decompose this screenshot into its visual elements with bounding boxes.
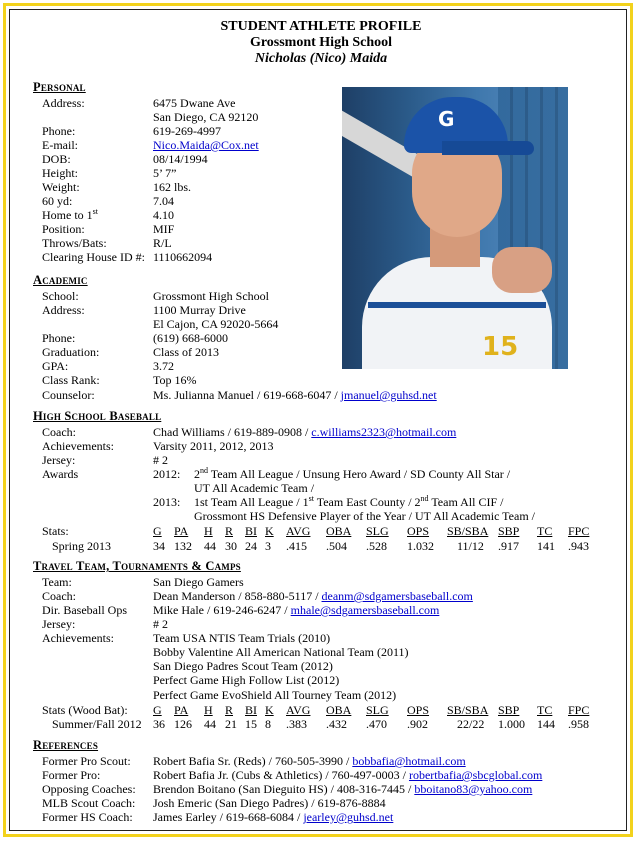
coach-email-link[interactable]: c.williams2323@hotmail.com [311, 425, 457, 439]
label: Address: [42, 96, 85, 110]
stat-value: .415 [286, 539, 307, 553]
section-personal: Personal [33, 80, 86, 94]
stat-header: G [153, 703, 162, 717]
stat-value: .383 [286, 717, 307, 731]
label: Team: [42, 575, 72, 589]
coach-text: Dean Manderson / 858-880-5117 / [153, 589, 322, 603]
label: E-mail: [42, 138, 78, 152]
award-year: 2012: [153, 467, 181, 481]
label: Phone: [42, 331, 76, 345]
label: Coach: [42, 425, 76, 439]
value [153, 782, 532, 796]
stat-header: R [225, 703, 234, 717]
photo-jersey-number: 15 [482, 332, 519, 362]
achievement-item: Team USA NTIS Team Trials (2010) [153, 631, 331, 645]
stat-value: 44 [204, 717, 216, 731]
award-text [194, 495, 503, 509]
value [153, 754, 466, 768]
value: 162 lbs. [153, 180, 192, 194]
value: El Cajon, CA 92020-5664 [153, 317, 279, 331]
label: Class Rank: [42, 373, 100, 387]
award-rest: Team All League / Unsung Hero Award / SD County All Star / [208, 467, 511, 481]
label: Former Pro: [42, 768, 101, 782]
stat-header: BI [245, 703, 257, 717]
counselor-email-link[interactable]: jmanuel@guhsd.net [340, 388, 437, 402]
stat-header: PA [174, 524, 189, 538]
photo-cap-logo: G [438, 107, 455, 131]
stat-header: TC [537, 524, 553, 538]
stat-header: OPS [407, 703, 430, 717]
value [153, 388, 437, 402]
award-part: 1st Team All League / 1 [194, 495, 309, 509]
stat-header: K [265, 703, 274, 717]
label: Jersey: [42, 453, 76, 467]
value: 4.10 [153, 208, 174, 222]
stat-value: 34 [153, 539, 165, 553]
label: Weight: [42, 180, 80, 194]
label: Height: [42, 166, 78, 180]
achievement-item: Perfect Game High Follow List (2012) [153, 673, 340, 687]
stat-value: 15 [245, 717, 257, 731]
label: Jersey: [42, 617, 76, 631]
stat-value: 126 [174, 717, 192, 731]
value: # 2 [153, 617, 168, 631]
award-part: Team East County / 2 [313, 495, 421, 509]
award-text [194, 467, 510, 481]
value: R/L [153, 236, 172, 250]
stat-row-label: Spring 2013 [52, 539, 112, 553]
section-travel: Travel Team, Tournaments & Camps [33, 559, 241, 573]
label: Stats (Wood Bat): [42, 703, 128, 717]
email-link[interactable]: Nico.Maida@Cox.net [153, 138, 259, 152]
reference-email-link[interactable]: bboitano83@yahoo.com [414, 782, 533, 796]
award-text: Grossmont HS Defensive Player of the Year / UT All Academic Team / [194, 509, 535, 523]
label: Phone: [42, 124, 76, 138]
coach-text: Chad Williams / 619-889-0908 / [153, 425, 312, 439]
stat-value: 44 [204, 539, 216, 553]
stat-value: 11/12 [457, 539, 484, 553]
dir-text: Mike Hale / 619-246-6247 / [153, 603, 291, 617]
value: 1100 Murray Drive [153, 303, 246, 317]
stat-header: SB/SBA [447, 524, 489, 538]
stat-value: 22/22 [457, 717, 485, 731]
stat-header: OBA [326, 703, 352, 717]
photo-cap-brim [442, 141, 534, 155]
photo-jersey-stripe [368, 302, 546, 308]
reference-text: Robert Bafia Sr. (Reds) / 760-505-3990 / [153, 754, 353, 768]
label: Opposing Coaches: [42, 782, 136, 796]
value [153, 603, 439, 617]
stat-header: AVG [286, 703, 311, 717]
stat-value: .958 [568, 717, 589, 731]
stat-value: 30 [225, 539, 237, 553]
stat-row-label: Summer/Fall 2012 [52, 717, 142, 731]
achievement-item: San Diego Padres Scout Team (2012) [153, 659, 333, 673]
label: GPA: [42, 359, 69, 373]
reference-email-link[interactable]: robertbafia@sbcglobal.com [408, 768, 543, 782]
stat-header: G [153, 524, 162, 538]
value: 08/14/1994 [153, 152, 208, 166]
stat-value: 3 [265, 539, 271, 553]
value: Class of 2013 [153, 345, 219, 359]
stat-header: SBP [498, 524, 520, 538]
stat-header: SB/SBA [447, 703, 489, 717]
label: DOB: [42, 152, 71, 166]
award-sup: st [308, 494, 314, 503]
stat-value: 144 [537, 717, 555, 731]
stat-value: 21 [225, 717, 237, 731]
value [153, 796, 386, 810]
stat-value: 1.032 [407, 539, 434, 553]
stat-header: FPC [568, 703, 590, 717]
reference-text: Robert Bafia Jr. (Cubs & Athletics) / 760-497-0003 / [153, 768, 409, 782]
reference-email-link[interactable]: jearley@guhsd.net [303, 810, 394, 824]
label: Throws/Bats: [42, 236, 107, 250]
reference-email-link[interactable]: bobbafia@hotmail.com [352, 754, 466, 768]
section-hs-baseball: High School Baseball [33, 409, 162, 423]
stat-header: OPS [407, 524, 430, 538]
athlete-photo [342, 87, 568, 369]
label: Former HS Coach: [42, 810, 133, 824]
award-num: 2 [194, 467, 200, 481]
stat-header: PA [174, 703, 189, 717]
stat-value: .943 [568, 539, 589, 553]
reference-text: Josh Emeric (San Diego Padres) / 619-876-8884 [153, 796, 386, 810]
value [153, 768, 542, 782]
stat-value: .902 [407, 717, 428, 731]
award-sup: nd [200, 466, 208, 475]
stat-header: R [225, 524, 234, 538]
stat-header: TC [537, 703, 553, 717]
label: 60 yd: [42, 194, 73, 208]
award-part: Team All CIF / [428, 495, 504, 509]
label: Dir. Baseball Ops [42, 603, 127, 617]
stat-value: .917 [498, 539, 519, 553]
value: 619-269-4997 [153, 124, 221, 138]
stat-value: .504 [326, 539, 347, 553]
stat-header: SLG [366, 524, 389, 538]
athlete-name: Nicholas (Nico) Maida [254, 51, 388, 66]
counselor-text: Ms. Julianna Manuel / 619-668-6047 / [153, 388, 341, 402]
achievement-item: Bobby Valentine All American National Team (2011) [153, 645, 409, 659]
award-sup: nd [420, 494, 429, 503]
label: Former Pro Scout: [42, 754, 131, 768]
stat-header: AVG [286, 524, 311, 538]
value [153, 425, 456, 439]
label-sup: st [92, 207, 99, 216]
section-references: References [33, 738, 99, 752]
value: San Diego, CA 92120 [153, 110, 259, 124]
stat-header: K [265, 524, 274, 538]
label [42, 208, 98, 222]
stat-header: BI [245, 524, 257, 538]
section-academic: Academic [33, 273, 88, 287]
label: Graduation: [42, 345, 100, 359]
value: # 2 [153, 453, 168, 467]
label: Coach: [42, 589, 76, 603]
stat-header: FPC [568, 524, 590, 538]
value [153, 589, 473, 603]
value: Varsity 2011, 2012, 2013 [153, 439, 274, 453]
value: Grossmont High School [153, 289, 270, 303]
value: Top 16% [153, 373, 197, 387]
stat-header: OBA [326, 524, 352, 538]
stat-value: 24 [245, 539, 257, 553]
stat-header: SLG [366, 703, 389, 717]
label: MLB Scout Coach: [42, 796, 136, 810]
label: Stats: [42, 524, 69, 538]
stat-header: SBP [498, 703, 520, 717]
value: 5’ 7” [153, 166, 177, 180]
value: San Diego Gamers [153, 575, 244, 589]
dir-email-link[interactable]: mhale@sdgamersbaseball.com [290, 603, 440, 617]
profile-title: STUDENT ATHLETE PROFILE [220, 19, 422, 34]
photo-hands [492, 247, 552, 293]
award-year: 2013: [153, 495, 181, 509]
achievement-item: Perfect Game EvoShield All Tourney Team (2012) [153, 688, 397, 702]
stat-value: 132 [174, 539, 192, 553]
value: 3.72 [153, 359, 174, 373]
award-text: UT All Academic Team / [194, 481, 315, 495]
stat-value: .528 [366, 539, 387, 553]
label: Address: [42, 303, 85, 317]
label: Counselor: [42, 388, 95, 402]
reference-text: Brendon Boitano (San Dieguito HS) / 408-316-7445 / [153, 782, 415, 796]
stat-value: 1.000 [498, 717, 525, 731]
label: Position: [42, 222, 85, 236]
stat-value: .470 [366, 717, 387, 731]
school-name: Grossmont High School [249, 35, 393, 50]
value: 7.04 [153, 194, 174, 208]
value: MIF [153, 222, 175, 236]
stat-value: 141 [537, 539, 555, 553]
label: Awards [42, 467, 79, 481]
value [153, 810, 393, 824]
coach-email-link[interactable]: deanm@sdgamersbaseball.com [321, 589, 473, 603]
stat-value: .432 [326, 717, 347, 731]
label: Achievements: [42, 439, 114, 453]
stat-header: H [204, 703, 213, 717]
value: 1110662094 [153, 250, 213, 264]
label-text: Home to 1 [42, 208, 93, 222]
label: Achievements: [42, 631, 114, 645]
reference-text: James Earley / 619-668-6084 / [153, 810, 304, 824]
stat-value: 36 [153, 717, 165, 731]
label: School: [42, 289, 79, 303]
value: (619) 668-6000 [153, 331, 228, 345]
stat-header: H [204, 524, 213, 538]
stat-value: 8 [265, 717, 271, 731]
value: 6475 Dwane Ave [153, 96, 236, 110]
label: Clearing House ID #: [42, 250, 145, 264]
